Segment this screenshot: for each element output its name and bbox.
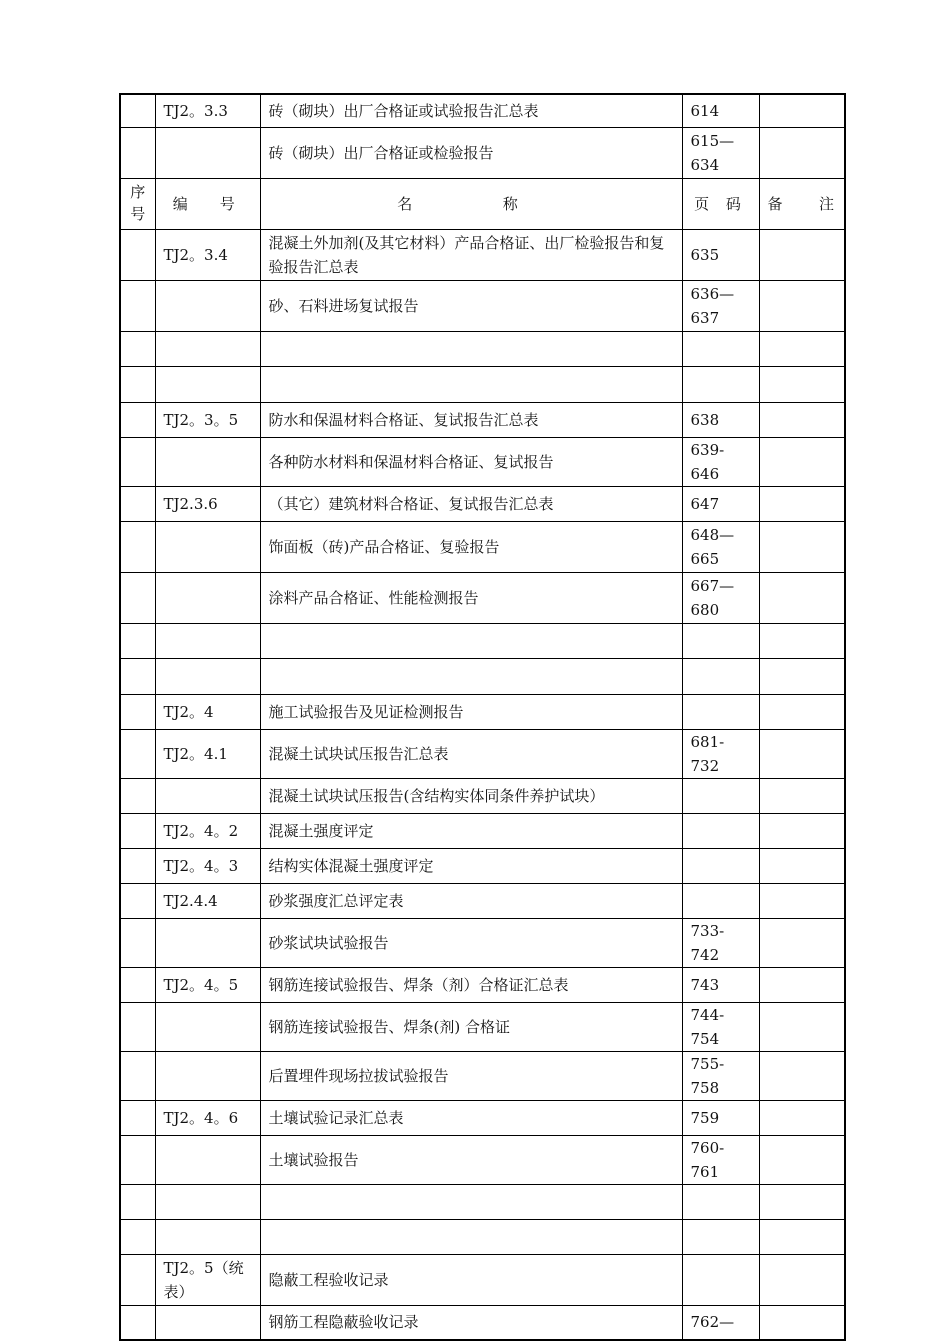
- seq-cell: [120, 1002, 155, 1051]
- code-cell: TJ2.3.6: [155, 486, 260, 521]
- table-row: [120, 883, 845, 918]
- page-cell: 636—637: [682, 280, 759, 331]
- name-cell: 土壤试验报告: [260, 1135, 682, 1184]
- note-cell: [759, 729, 845, 778]
- page-cell: 647: [682, 486, 759, 521]
- seq-cell: [120, 658, 155, 694]
- seq-cell: [120, 1051, 155, 1100]
- name-cell: [260, 331, 682, 366]
- table-row: [120, 967, 845, 1002]
- name-cell: 结构实体混凝土强度评定: [260, 848, 682, 883]
- code-cell: TJ2。4。5: [155, 967, 260, 1002]
- note-cell: [759, 658, 845, 694]
- seq-cell: [120, 1184, 155, 1219]
- table-row: [120, 918, 845, 967]
- name-cell: 施工试验报告及见证检测报告: [260, 694, 682, 729]
- header-name: 名 称: [260, 178, 682, 229]
- seq-cell: [120, 331, 155, 366]
- page-cell: 759: [682, 1100, 759, 1135]
- note-cell: [759, 848, 845, 883]
- name-cell: 砂浆试块试验报告: [260, 918, 682, 967]
- note-cell: [759, 967, 845, 1002]
- seq-cell: [120, 521, 155, 572]
- header-row: [120, 178, 845, 229]
- table-row: [120, 1051, 845, 1100]
- page-cell: [682, 1184, 759, 1219]
- page-cell: [682, 848, 759, 883]
- table-row: [120, 623, 845, 658]
- table-row: [120, 366, 845, 402]
- code-cell: [155, 1219, 260, 1254]
- note-cell: [759, 402, 845, 437]
- code-cell: [155, 1184, 260, 1219]
- table-row: [120, 127, 845, 178]
- seq-cell: [120, 813, 155, 848]
- note-cell: [759, 1135, 845, 1184]
- page-cell: 760-761: [682, 1135, 759, 1184]
- page-cell: [682, 1219, 759, 1254]
- page-cell: 667—680: [682, 572, 759, 623]
- seq-cell: [120, 486, 155, 521]
- seq-cell: [120, 967, 155, 1002]
- code-cell: [155, 918, 260, 967]
- code-cell: TJ2。3.4: [155, 229, 260, 280]
- code-cell: TJ2。4。6: [155, 1100, 260, 1135]
- code-cell: TJ2。4.1: [155, 729, 260, 778]
- table-row: [120, 778, 845, 813]
- seq-cell: [120, 1135, 155, 1184]
- note-cell: [759, 1254, 845, 1305]
- table-body-top: [120, 94, 845, 178]
- page-cell: [682, 813, 759, 848]
- page-cell: [682, 658, 759, 694]
- table-row: [120, 280, 845, 331]
- seq-cell: [120, 623, 155, 658]
- name-cell: 混凝土试块试压报告汇总表: [260, 729, 682, 778]
- note-cell: [759, 883, 845, 918]
- name-cell: 土壤试验记录汇总表: [260, 1100, 682, 1135]
- code-cell: [155, 280, 260, 331]
- seq-cell: [120, 694, 155, 729]
- page-cell: 638: [682, 402, 759, 437]
- page-cell: 733-742: [682, 918, 759, 967]
- code-cell: [155, 437, 260, 486]
- seq-cell: [120, 572, 155, 623]
- page-cell: [682, 778, 759, 813]
- note-cell: [759, 1305, 845, 1340]
- seq-cell: [120, 1219, 155, 1254]
- seq-cell: [120, 94, 155, 127]
- table-row: [120, 1002, 845, 1051]
- table-row: [120, 1254, 845, 1305]
- table-row: [120, 729, 845, 778]
- page-cell: 744-754: [682, 1002, 759, 1051]
- page-cell: [682, 623, 759, 658]
- note-cell: [759, 366, 845, 402]
- note-cell: [759, 331, 845, 366]
- name-cell: [260, 366, 682, 402]
- seq-cell: [120, 918, 155, 967]
- name-cell: 饰面板（砖)产品合格证、复验报告: [260, 521, 682, 572]
- note-cell: [759, 127, 845, 178]
- code-cell: [155, 1051, 260, 1100]
- page-cell: [682, 883, 759, 918]
- page-cell: [682, 1254, 759, 1305]
- table-row: [120, 331, 845, 366]
- page-cell: 614: [682, 94, 759, 127]
- page-cell: [682, 331, 759, 366]
- name-cell: 砖（砌块）出厂合格证或试验报告汇总表: [260, 94, 682, 127]
- name-cell: [260, 1184, 682, 1219]
- page-cell: 639-646: [682, 437, 759, 486]
- page-cell: 743: [682, 967, 759, 1002]
- seq-cell: [120, 1254, 155, 1305]
- code-cell: [155, 1135, 260, 1184]
- name-cell: 涂料产品合格证、性能检测报告: [260, 572, 682, 623]
- name-cell: [260, 623, 682, 658]
- code-cell: [155, 1305, 260, 1340]
- table-row: [120, 1305, 845, 1340]
- name-cell: 后置埋件现场拉拔试验报告: [260, 1051, 682, 1100]
- code-cell: [155, 331, 260, 366]
- page-cell: [682, 366, 759, 402]
- page-cell: [682, 694, 759, 729]
- page-cell: 635: [682, 229, 759, 280]
- code-cell: [155, 366, 260, 402]
- seq-cell: [120, 848, 155, 883]
- header-page: 页 码: [682, 178, 759, 229]
- note-cell: [759, 521, 845, 572]
- name-cell: 砖（砌块）出厂合格证或检验报告: [260, 127, 682, 178]
- page-cell: 615—634: [682, 127, 759, 178]
- page-cell: 648—665: [682, 521, 759, 572]
- code-cell: TJ2。3。5: [155, 402, 260, 437]
- note-cell: [759, 486, 845, 521]
- note-cell: [759, 813, 845, 848]
- code-cell: [155, 572, 260, 623]
- table-row: [120, 658, 845, 694]
- name-cell: 混凝土试块试压报告(含结构实体同条件养护试块）: [260, 778, 682, 813]
- note-cell: [759, 778, 845, 813]
- table-row: [120, 848, 845, 883]
- code-cell: [155, 778, 260, 813]
- code-cell: [155, 521, 260, 572]
- name-cell: （其它）建筑材料合格证、复试报告汇总表: [260, 486, 682, 521]
- code-cell: [155, 623, 260, 658]
- code-cell: [155, 658, 260, 694]
- page-cell: 681-732: [682, 729, 759, 778]
- document-index-table: [119, 93, 846, 1341]
- note-cell: [759, 1219, 845, 1254]
- note-cell: [759, 94, 845, 127]
- header-seq: 序号: [120, 178, 155, 229]
- name-cell: 钢筋工程隐蔽验收记录: [260, 1305, 682, 1340]
- table-row: [120, 1184, 845, 1219]
- name-cell: 钢筋连接试验报告、焊条(剂) 合格证: [260, 1002, 682, 1051]
- note-cell: [759, 1100, 845, 1135]
- note-cell: [759, 572, 845, 623]
- seq-cell: [120, 127, 155, 178]
- name-cell: 砂、石料进场复试报告: [260, 280, 682, 331]
- name-cell: 钢筋连接试验报告、焊条（剂）合格证汇总表: [260, 967, 682, 1002]
- header-note: 备 注: [759, 178, 845, 229]
- code-cell: TJ2。4。2: [155, 813, 260, 848]
- name-cell: 防水和保温材料合格证、复试报告汇总表: [260, 402, 682, 437]
- table-row: [120, 1219, 845, 1254]
- name-cell: [260, 658, 682, 694]
- page-cell: 762—: [682, 1305, 759, 1340]
- table-row: [120, 437, 845, 486]
- table-row: [120, 694, 845, 729]
- seq-cell: [120, 366, 155, 402]
- note-cell: [759, 280, 845, 331]
- note-cell: [759, 229, 845, 280]
- seq-cell: [120, 1305, 155, 1340]
- note-cell: [759, 1051, 845, 1100]
- name-cell: 砂浆强度汇总评定表: [260, 883, 682, 918]
- table-row: [120, 813, 845, 848]
- code-cell: TJ2。5（统表）: [155, 1254, 260, 1305]
- name-cell: [260, 1219, 682, 1254]
- seq-cell: [120, 280, 155, 331]
- name-cell: 混凝土外加剂(及其它材料）产品合格证、出厂检验报告和复验报告汇总表: [260, 229, 682, 280]
- note-cell: [759, 1002, 845, 1051]
- table-header: [120, 178, 845, 229]
- seq-cell: [120, 1100, 155, 1135]
- note-cell: [759, 694, 845, 729]
- code-cell: [155, 127, 260, 178]
- table-row: [120, 486, 845, 521]
- table-row: [120, 1135, 845, 1184]
- seq-cell: [120, 402, 155, 437]
- code-cell: TJ2。3.3: [155, 94, 260, 127]
- code-cell: TJ2.4.4: [155, 883, 260, 918]
- table-row: [120, 94, 845, 127]
- code-cell: [155, 1002, 260, 1051]
- note-cell: [759, 623, 845, 658]
- header-code: 编 号: [155, 178, 260, 229]
- note-cell: [759, 1184, 845, 1219]
- table-row: [120, 521, 845, 572]
- table-row: [120, 1100, 845, 1135]
- seq-cell: [120, 437, 155, 486]
- page-cell: 755-758: [682, 1051, 759, 1100]
- table-row: [120, 402, 845, 437]
- seq-cell: [120, 778, 155, 813]
- table-row: [120, 229, 845, 280]
- seq-cell: [120, 229, 155, 280]
- name-cell: 混凝土强度评定: [260, 813, 682, 848]
- table-body-main: [120, 229, 845, 1340]
- seq-cell: [120, 883, 155, 918]
- table-row: [120, 572, 845, 623]
- code-cell: TJ2。4。3: [155, 848, 260, 883]
- name-cell: 各种防水材料和保温材料合格证、复试报告: [260, 437, 682, 486]
- seq-cell: [120, 729, 155, 778]
- note-cell: [759, 918, 845, 967]
- note-cell: [759, 437, 845, 486]
- code-cell: TJ2。4: [155, 694, 260, 729]
- name-cell: 隐蔽工程验收记录: [260, 1254, 682, 1305]
